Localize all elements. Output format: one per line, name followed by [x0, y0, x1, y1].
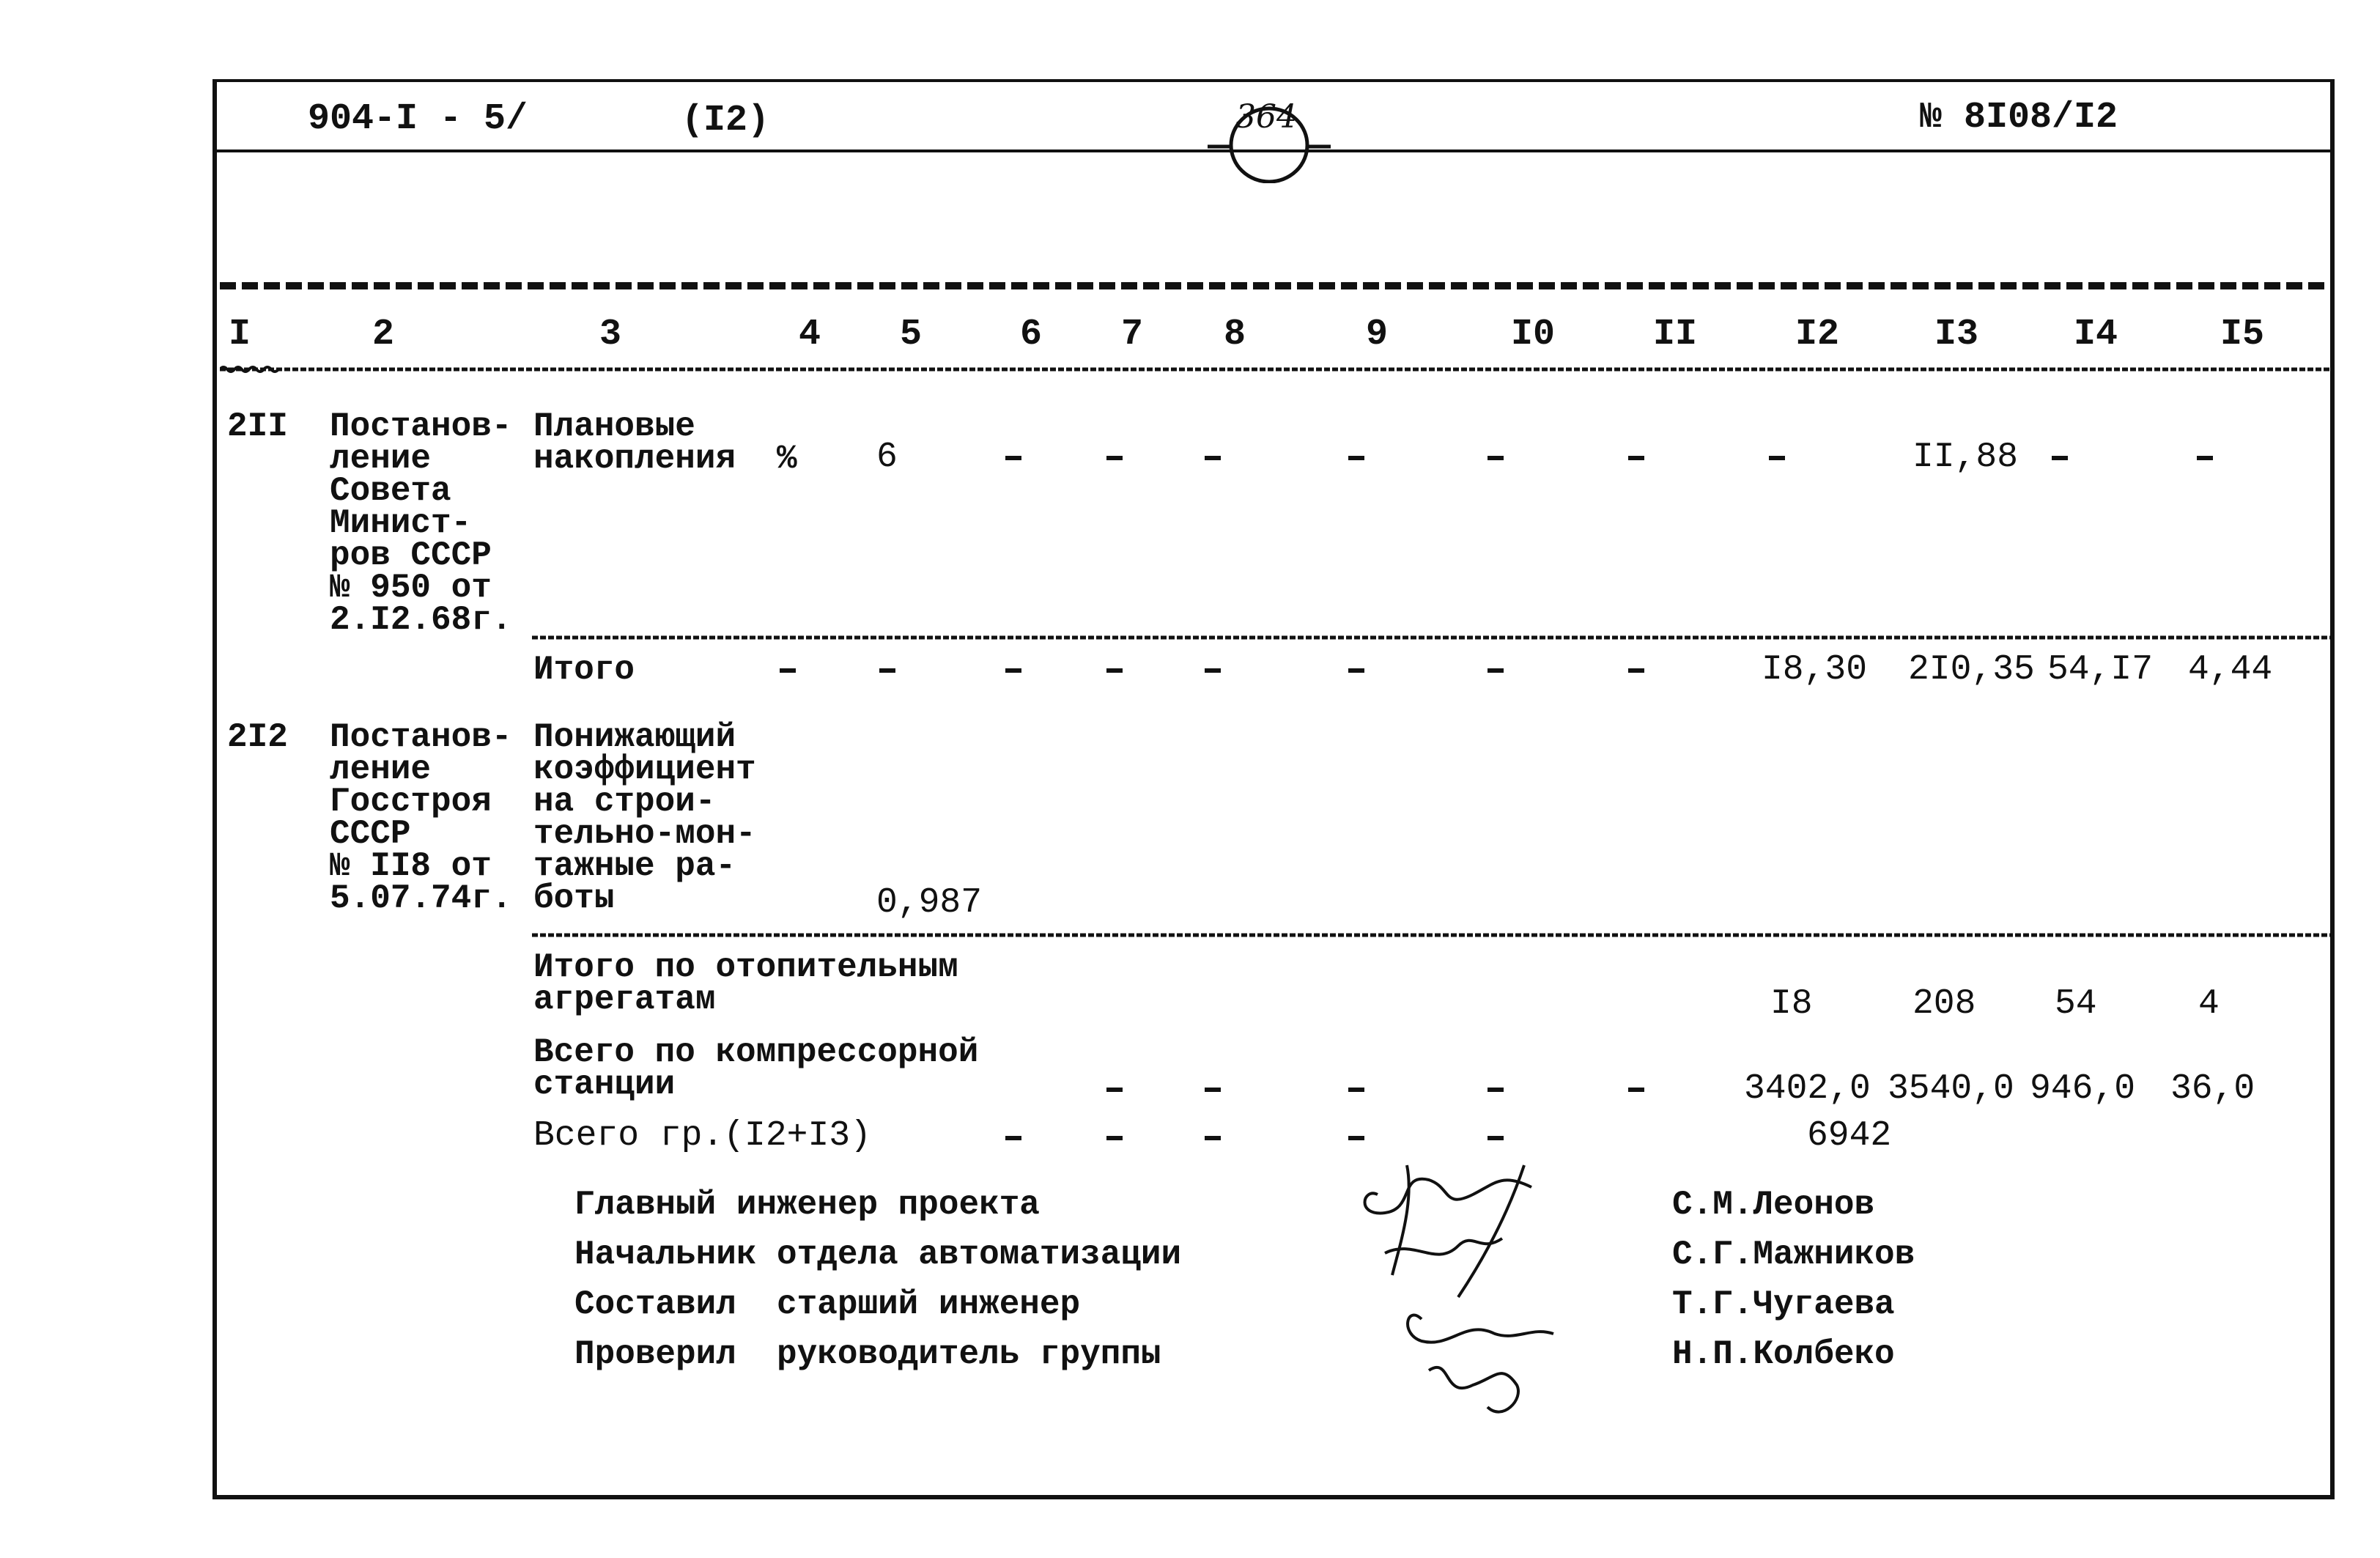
dash	[1348, 1088, 1364, 1092]
col-num: I5	[2220, 314, 2265, 355]
kompr-col12: 3402,0	[1744, 1069, 1871, 1109]
col-num: 3	[599, 314, 622, 355]
basis-line: Постанов-	[330, 718, 512, 756]
col-num: I2	[1795, 314, 1840, 355]
col-num: 8	[1224, 314, 1246, 355]
dash	[1205, 1136, 1221, 1140]
cell-col13: II,88	[1912, 438, 2019, 477]
vsego-label: Всего гр.(I2+I3)	[533, 1116, 871, 1156]
basis-line: ров СССР	[330, 536, 492, 575]
basis-line: ление	[330, 750, 432, 789]
col-num: 6	[1020, 314, 1043, 355]
dash	[1488, 1136, 1504, 1140]
otop-col12: I8	[1770, 984, 1813, 1024]
dash	[1628, 456, 1644, 460]
signatory-name: С.Г.Мажников	[1672, 1236, 1915, 1274]
dash	[780, 668, 796, 673]
signatory-role: Проверил руководитель группы	[574, 1335, 1161, 1373]
dash	[1106, 1136, 1123, 1140]
dash	[1106, 1088, 1123, 1092]
dash	[1488, 668, 1504, 673]
dash	[2052, 456, 2068, 460]
basis-line: 2.I2.68г.	[330, 601, 512, 639]
row-number: 2I2	[227, 718, 288, 756]
kompr-label	[533, 1033, 979, 1104]
col-num: I3	[1934, 314, 1979, 355]
name-line: боты	[533, 879, 615, 918]
dash	[1205, 456, 1221, 460]
name-line: Плановые	[533, 407, 695, 446]
dash	[1005, 456, 1021, 460]
col-num: I4	[2074, 314, 2118, 355]
name-line: на строи-	[533, 783, 716, 821]
dash	[1769, 456, 1785, 460]
kompr-col13: 3540,0	[1888, 1069, 2014, 1109]
col-num: I	[229, 314, 251, 355]
name-line: Понижающий	[533, 718, 736, 756]
dash	[2197, 456, 2213, 460]
signatory-name: Т.Г.Чугаева	[1672, 1285, 1895, 1323]
col-num: II	[1653, 314, 1698, 355]
col-num: 4	[799, 314, 821, 355]
signatory-role: Главный инженер проекта	[574, 1186, 1040, 1224]
dash	[1488, 1088, 1504, 1092]
label-line: станции	[533, 1066, 676, 1104]
dash	[1106, 668, 1123, 673]
basis-line: № II8 от	[330, 847, 492, 885]
itogo-col14: 54,I7	[2047, 650, 2154, 690]
signatory-name: С.М.Леонов	[1672, 1186, 1875, 1224]
label-line: агрегатам	[533, 981, 716, 1019]
itogo-col12: I8,30	[1762, 650, 1868, 690]
otop-col13: 208	[1912, 984, 1976, 1024]
legal-basis	[330, 407, 512, 639]
kompr-col15: 36,0	[2170, 1069, 2255, 1109]
otop-label	[533, 948, 958, 1019]
col-num: 9	[1366, 314, 1389, 355]
itogo-col13: 2I0,35	[1908, 650, 2035, 690]
basis-line: Госстроя	[330, 783, 492, 821]
name-line: накопления	[533, 440, 736, 478]
kompr-col14: 946,0	[2030, 1069, 2136, 1109]
wavy-rule	[532, 632, 2330, 643]
dashed-rule	[220, 281, 2330, 290]
col-num: 7	[1121, 314, 1144, 355]
col-num: I0	[1511, 314, 1556, 355]
cell-col5: 0,987	[876, 883, 983, 923]
dash	[879, 668, 895, 673]
otop-col14: 54	[2055, 984, 2097, 1024]
label-line: Всего по компрессорной	[533, 1033, 979, 1071]
basis-line: Минист-	[330, 504, 472, 542]
dash	[1205, 1088, 1221, 1092]
page-frame	[212, 79, 2335, 1499]
item-name	[533, 718, 756, 918]
handwritten-signatures	[1334, 1143, 1627, 1436]
dash	[1348, 456, 1364, 460]
dash	[1005, 1136, 1021, 1140]
name-line: коэффициент	[533, 750, 756, 789]
row-number: 2II	[227, 407, 288, 446]
legal-basis	[330, 718, 512, 918]
dash	[1488, 456, 1504, 460]
itogo-label: Итого	[533, 651, 635, 689]
itogo-col15: 4,44	[2188, 650, 2273, 690]
name-line: тажные ра-	[533, 847, 736, 885]
document-number: № 8I08/I2	[1920, 97, 2118, 139]
project-code: 904-I - 5/	[308, 98, 528, 140]
basis-line: Совета	[330, 472, 451, 510]
dash	[1005, 668, 1021, 673]
wavy-rule	[220, 363, 2330, 375]
signatory-role: Начальник отдела автоматизации	[574, 1236, 1182, 1274]
col-num: 5	[900, 314, 923, 355]
basis-line: 5.07.74г.	[330, 879, 512, 918]
signatory-name: Н.П.Колбеко	[1672, 1335, 1895, 1373]
dash	[1348, 1136, 1364, 1140]
dash	[1628, 668, 1644, 673]
basis-line: Постанов-	[330, 407, 512, 446]
dash	[1628, 1088, 1644, 1092]
vsego-value: 6942	[1807, 1116, 1892, 1156]
dash	[1348, 668, 1364, 673]
label-line: Итого по отопительным	[533, 948, 958, 986]
col-num: 2	[372, 314, 395, 355]
basis-line: № 950 от	[330, 569, 492, 607]
basis-line: СССР	[330, 815, 411, 853]
page-number: 364	[1235, 98, 1297, 136]
name-line: тельно-мон-	[533, 815, 756, 853]
signatory-role: Составил старший инженер	[574, 1285, 1081, 1323]
wavy-rule	[532, 929, 2330, 941]
album-number: (I2)	[681, 100, 770, 141]
dash	[1205, 668, 1221, 673]
otop-col15: 4	[2198, 984, 2220, 1024]
item-name	[533, 407, 736, 478]
basis-line: ление	[330, 440, 432, 478]
cell-col5: 6	[876, 438, 898, 477]
unit: %	[777, 440, 797, 478]
dash	[1106, 456, 1123, 460]
